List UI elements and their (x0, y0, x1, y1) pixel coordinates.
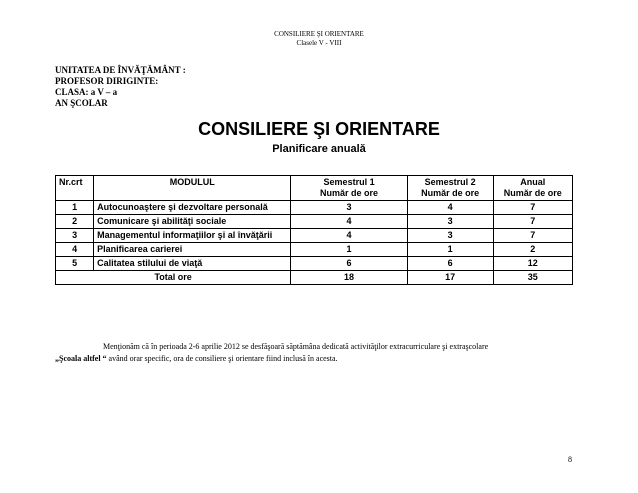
table-row (56, 201, 573, 215)
cell-sem1: 1 (291, 243, 408, 257)
col-header-sem2 (407, 176, 493, 201)
cell-sem1: 4 (291, 215, 408, 229)
cell-nr: 5 (56, 257, 94, 271)
cell-total-label: Total ore (56, 271, 291, 285)
page-number: 8 (568, 455, 572, 464)
cell-sem2: 3 (407, 215, 493, 229)
meta-clasa: CLASA: a V – a (55, 87, 118, 97)
cell-anual: 2 (493, 243, 573, 257)
table-row (56, 243, 573, 257)
meta-profesor: PROFESOR DIRIGINTE: (55, 76, 159, 86)
note-line-2-text: având orar specific, ora de consiliere şi orientare fiind inclusă în acesta. (106, 354, 338, 363)
col-header-anual (493, 176, 573, 201)
table-row (56, 257, 573, 271)
note-paragraph (55, 341, 585, 365)
cell-sem2: 1 (407, 243, 493, 257)
table-row (56, 215, 573, 229)
col-header-sem1 (291, 176, 408, 201)
cell-sem1: 3 (291, 201, 408, 215)
cell-sem1: 4 (291, 229, 408, 243)
col-header-anual-title: Anual (520, 177, 546, 187)
col-header-sem1-title: Semestrul 1 (323, 177, 375, 187)
table-total-row (56, 271, 573, 285)
cell-nr: 1 (56, 201, 94, 215)
cell-total-sem2: 17 (407, 271, 493, 285)
header-title: CONSILIERE ŞI ORIENTARE (274, 30, 364, 38)
cell-total-sem1: 18 (291, 271, 408, 285)
col-header-modul: MODULUL (94, 176, 291, 201)
col-header-sem2-title: Semestrul 2 (424, 177, 476, 187)
col-header-sem1-unit: Număr de ore (320, 188, 379, 198)
cell-sem2: 4 (407, 201, 493, 215)
cell-modul: Comunicare şi abilităţi sociale (94, 215, 291, 229)
cell-modul: Calitatea stilului de viaţă (94, 257, 291, 271)
cell-total-anual: 35 (493, 271, 573, 285)
note-bold-phrase: „Şcoala altfel “ (55, 354, 107, 363)
col-header-sem2-unit: Număr de ore (421, 188, 480, 198)
cell-nr: 3 (56, 229, 94, 243)
col-header-nr: Nr.crt (56, 176, 94, 201)
cell-modul: Planificarea carierei (94, 243, 291, 257)
table-row (56, 229, 573, 243)
cell-nr: 4 (56, 243, 94, 257)
note-line-2 (55, 353, 585, 365)
meta-unitatea: UNITATEA DE ÎNVĂŢĂMÂNT : (55, 65, 186, 75)
cell-modul: Managementul informaţiilor şi al învăţării (94, 229, 291, 243)
document-meta (55, 65, 186, 109)
col-header-anual-unit: Număr de ore (503, 188, 562, 198)
cell-sem1: 6 (291, 257, 408, 271)
planning-table (55, 175, 573, 285)
cell-anual: 7 (493, 229, 573, 243)
cell-anual: 12 (493, 257, 573, 271)
table-header-row (56, 176, 573, 201)
cell-anual: 7 (493, 201, 573, 215)
cell-sem2: 3 (407, 229, 493, 243)
page-subtitle: Planificare anuală (272, 143, 366, 155)
header-subtitle: Clasele V - VIII (296, 39, 342, 47)
page-title: CONSILIERE ŞI ORIENTARE (198, 119, 440, 139)
cell-sem2: 6 (407, 257, 493, 271)
cell-nr: 2 (56, 215, 94, 229)
note-line-1: Menţionăm că în perioada 2-6 aprilie 2012 se desfăşoară săptămâna dedicată activităţilor extracurriculare şi extraşcolare (103, 342, 489, 351)
meta-an-scolar: AN ŞCOLAR (55, 98, 108, 108)
cell-anual: 7 (493, 215, 573, 229)
cell-modul: Autocunoaştere şi dezvoltare personală (94, 201, 291, 215)
